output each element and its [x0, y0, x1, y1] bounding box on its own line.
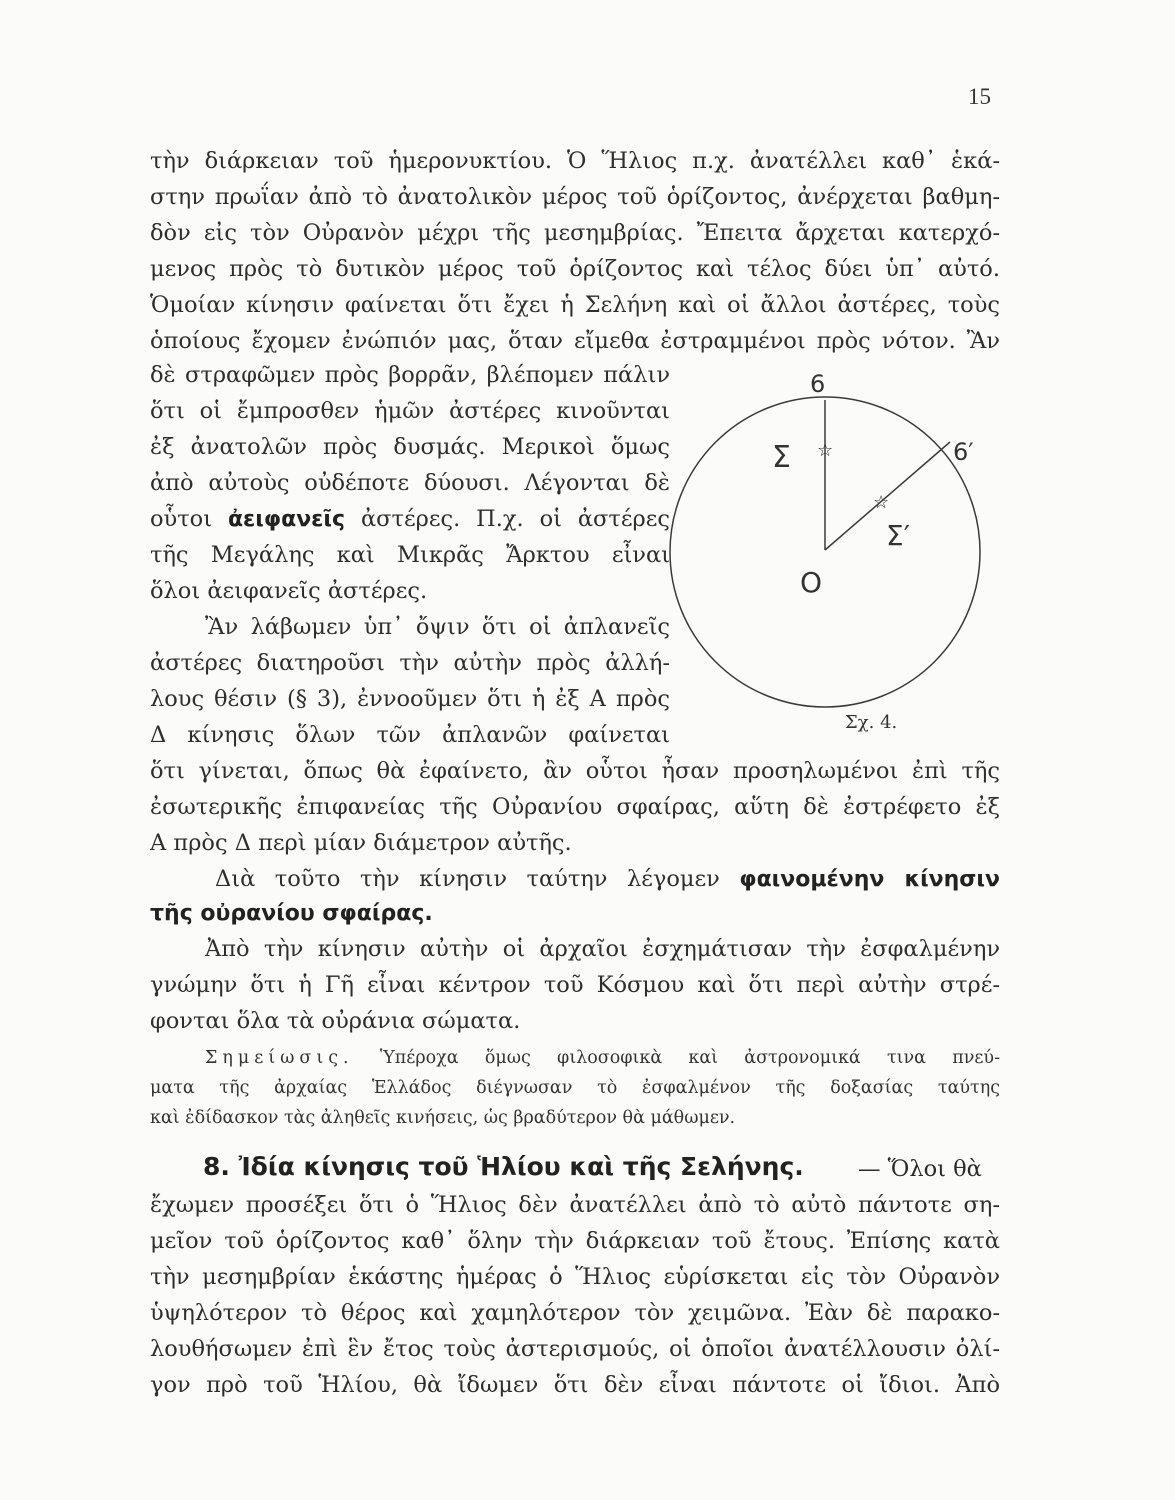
text-fragment: ἀστέρες. Π.χ. οἱ ἀστέρες [345, 506, 670, 532]
label-sigma: Σ [772, 440, 791, 475]
text-line: τῆς Μεγάλης καὶ Μικρᾶς Ἄρκτου εἶναι [150, 542, 670, 568]
note-line [205, 1044, 1000, 1072]
text-line: λουθήσωμεν ἐπὶ ἓν ἔτος τοὺς ἀστερισμούς, οἱ ὁποῖοι ἀνατέλλουσιν ὀλί- [150, 1336, 1000, 1362]
term-phainomene-kinesis: φαινομένην κίνησιν [739, 867, 1000, 892]
text-line: φονται ὅλα τὰ οὐράνια σώματα. [150, 1008, 521, 1034]
text-line: δὲ στραφῶμεν πρὸς βορρᾶν, βλέπομεν πάλιν [150, 362, 670, 388]
text-line-with-term [215, 862, 1000, 897]
text-line: Ὁμοίαν κίνησιν φαίνεται ὅτι ἔχει ἡ Σελήνη καὶ οἱ ἄλλοι ἀστέρες, τοὺς [150, 292, 1000, 318]
text-line: ἔχωμεν προσέξει ὅτι ὁ Ἥλιος δὲν ἀνατέλλει ἀπὸ τὸ αὐτὸ πάντοτε ση- [150, 1192, 1000, 1218]
text-line: στην πρωΐαν ἀπὸ τὸ ἀνατολικὸν μέρος τοῦ ὁρίζοντος, ἀνέρχεται βαθμη- [150, 184, 1000, 210]
label-top: 6 [810, 370, 826, 398]
note-line: ματα τῆς ἀρχαίας Ἑλλάδος διέγνωσαν τὸ ἐσφαλμένον τῆς δοξασίας ταύτης [150, 1078, 1000, 1098]
term-ouranios-sphaira: τῆς οὐρανίου σφαίρας. [150, 901, 433, 926]
figure-celestial-sphere [660, 362, 1000, 762]
text-line: Ἀπὸ τὴν κίνησιν αὐτὴν οἱ ἀρχαῖοι ἐσχημάτισαν τὴν ἐσφαλμένην [205, 936, 1000, 962]
text-line: ὅτι οἱ ἔμπροσθεν ἡμῶν ἀστέρες κινοῦνται [150, 398, 670, 424]
text-line: μενος πρὸς τὸ δυτικὸν μέρος τοῦ ὁρίζοντος καὶ τέλος δύει ὑπ᾽ αὐτό. [150, 256, 1000, 282]
term-aeiphaneis: ἀειφανεῖς [227, 507, 346, 532]
star-icon: ☆ [873, 492, 890, 513]
text-line: ὑψηλότερον τὸ θέρος καὶ χαμηλότερον τὸν χειμῶνα. Ἐὰν δὲ παρακο- [150, 1300, 1000, 1326]
text-line: Ἂν λάβωμεν ὑπ᾽ ὄψιν ὅτι οἱ ἀπλανεῖς [205, 614, 670, 640]
star-icon: ☆ [817, 440, 834, 461]
text-line: μεῖον τοῦ ὁρίζοντος καθ᾽ ὅλην τὴν διάρκειαν τοῦ ἔτους. Ἐπίσης κατὰ [150, 1228, 1000, 1254]
text-line: γνώμην ὅτι ἡ Γῆ εἶναι κέντρον τοῦ Κόσμου καὶ ὅτι περὶ αὐτὴν στρέ- [150, 972, 1000, 998]
text-line: ἀστέρες διατηροῦσι τὴν αὐτὴν πρὸς ἀλλή- [150, 650, 670, 676]
text-line: δὸν εἰς τὸν Οὐρανὸν μέχρι τῆς μεσημβρίας. Ἔπειτα ἄρχεται κατερχό- [150, 220, 1000, 246]
text-line: ὁποίους ἔχομεν ἐνώπιόν μας, ὅταν εἴμεθα ἐστραμμένοι πρὸς νότον. Ἂν [150, 328, 1000, 354]
text-line: ἀπὸ αὐτοὺς οὐδέποτε δύουσι. Λέγονται δὲ [150, 470, 670, 496]
figure-caption: Σχ. 4. [845, 712, 898, 733]
note-line: καὶ ἐδίδασκον τὰς ἀληθεῖς κινήσεις, ὡς βραδύτερον θὰ μάθωμεν. [150, 1108, 736, 1128]
text-line: ὅλοι ἀειφανεῖς ἀστέρες. [150, 578, 428, 604]
text-line: γον πρὸ τοῦ Ἡλίου, θὰ ἴδωμεν ὅτι δὲν εἶναι πάντοτε οἱ ἴδιοι. Ἀπὸ [150, 1372, 1000, 1398]
text-line: τὴν μεσημβρίαν ἑκάστης ἡμέρας ὁ Ἥλιος εὑρίσκεται εἰς τὸν Οὐρανὸν [150, 1264, 1000, 1290]
note-text: Ὑπέροχα ὅμως φιλοσοφικὰ καὶ ἀστρονομικά τινα πνεύ- [353, 1048, 1000, 1068]
label-right: 6′ [953, 438, 974, 466]
text-fragment: οὗτοι [150, 506, 228, 532]
text-line [150, 896, 433, 931]
page-number: 15 [968, 84, 991, 109]
text-line: Α πρὸς Δ περὶ μίαν διάμετρον αὐτῆς. [150, 830, 572, 856]
text-line: τὴν διάρκειαν τοῦ ἡμερονυκτίου. Ὁ Ἥλιος π.χ. ἀνατέλλει καθ᾽ ἑκά- [150, 148, 1000, 174]
section-heading: 8. Ἰδία κίνησις τοῦ Ἡλίου καὶ τῆς Σελήνης. [203, 1152, 804, 1181]
text-line: ὅτι γίνεται, ὅπως θὰ ἐφαίνετο, ἂν οὗτοι ἦσαν προσηλωμένοι ἐπὶ τῆς [150, 758, 1000, 784]
text-line: ἐσωτερικῆς ἐπιφανείας τῆς Οὐρανίου σφαίρας, αὕτη δὲ ἐστρέφετο ἐξ [150, 794, 1000, 820]
text-line: Δ κίνησις ὅλων τῶν ἀπλανῶν φαίνεται [150, 722, 670, 748]
text-fragment: Διὰ τοῦτο τὴν κίνησιν ταύτην λέγομεν [215, 866, 740, 892]
label-sigma-prime: Σ′ [886, 519, 911, 552]
note-label: Σημείωσις. [205, 1048, 354, 1068]
text-line-with-term [150, 502, 670, 537]
label-center: O [800, 566, 823, 599]
figure-diagram [660, 362, 1000, 762]
text-fragment: — Ὅλοι θὰ [858, 1156, 982, 1182]
text-line: ἐξ ἀνατολῶν πρὸς δυσμάς. Μερικοὶ ὅμως [150, 434, 670, 460]
text-line: λους θέσιν (§ 3), ἐννοοῦμεν ὅτι ἡ ἐξ Α πρὸς [150, 686, 670, 712]
